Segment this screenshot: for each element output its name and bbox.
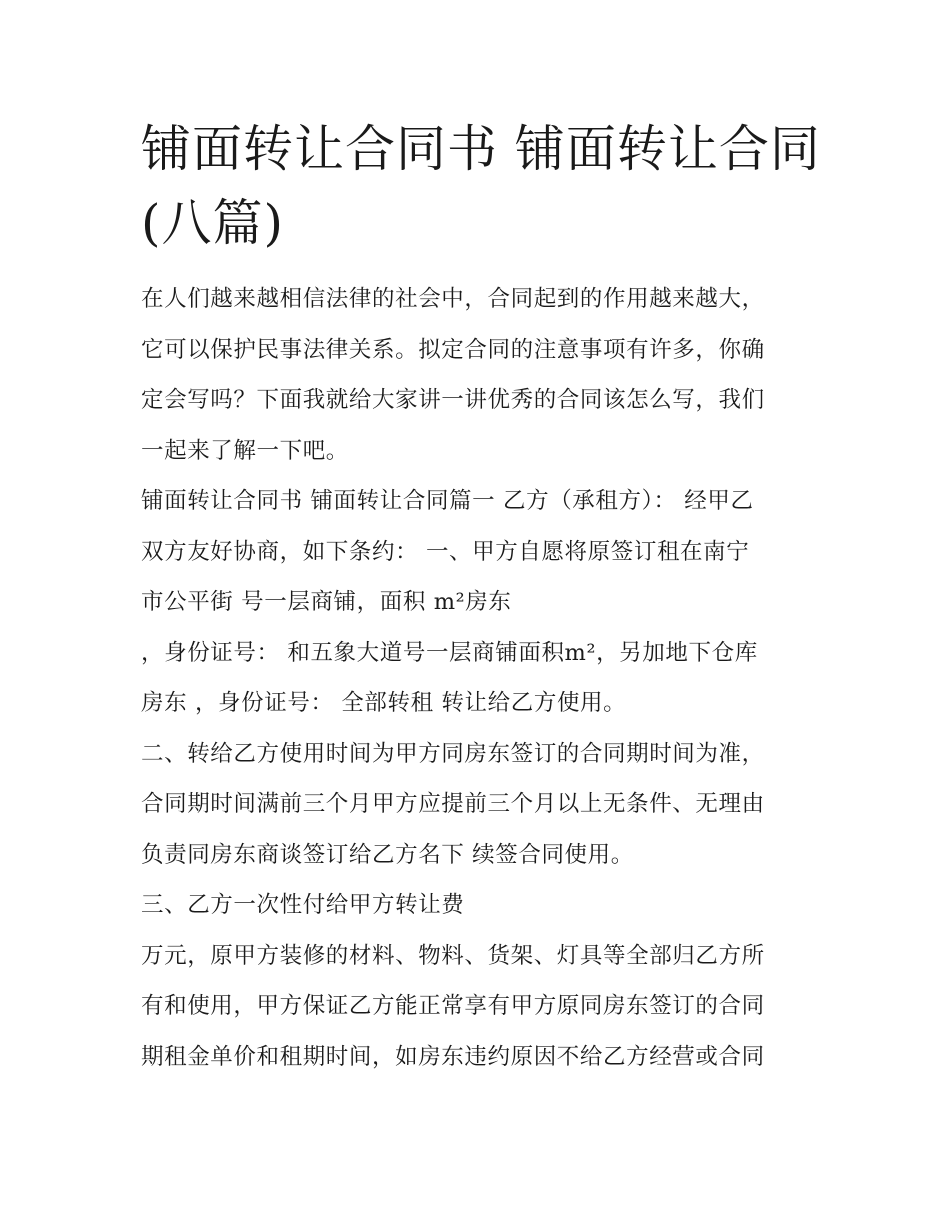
paragraph-section-1-cont [141, 628, 813, 729]
text-line: 二、转给乙方使用时间为甲方同房东签订的合同期时间为准， [141, 740, 765, 767]
text-line: 有和使用，甲方保证乙方能正常享有甲方原同房东签订的合同 [141, 993, 765, 1019]
document-title [141, 112, 821, 260]
title-line-1: 铺面转让合同书 铺面转让合同 [141, 120, 821, 178]
text-line: 市公平街 号一层商铺，面积 m²房东 [141, 589, 512, 615]
paragraph-section-3-cont [141, 931, 813, 1083]
paragraph-section-1 [141, 476, 813, 628]
paragraph-intro [141, 274, 813, 476]
text-line: 合同期时间满前三个月甲方应提前三个月以上无条件、无理由 [141, 791, 765, 817]
text-line: 一起来了解一下吧。 [141, 437, 349, 464]
text-line: 铺面转让合同书 铺面转让合同篇一 乙方（承租方）： 经甲乙 [141, 488, 754, 514]
paragraph-section-3 [141, 880, 813, 931]
text-line: 负责同房东商谈签订给乙方名下 续签合同使用。 [141, 841, 634, 868]
text-line: ，身份证号： 和五象大道号一层商铺面积m²，另加地下仓库 [141, 639, 758, 666]
text-line: 定会写吗？下面我就给大家讲一讲优秀的合同该怎么写，我们 [141, 387, 765, 413]
text-line: 万元，原甲方装修的材料、物料、货架、灯具等全部归乙方所 [141, 942, 765, 969]
text-line: 在人们越来越相信法律的社会中，合同起到的作用越来越大， [141, 286, 765, 312]
text-line: 三、乙方一次性付给甲方转让费 [141, 892, 465, 918]
paragraph-section-2 [141, 729, 813, 881]
document-page [141, 112, 821, 1082]
text-line: 双方友好协商，如下条约： 一、甲方自愿将原签订租在南宁 [141, 538, 750, 565]
title-line-2: (八篇) [141, 194, 285, 252]
text-line: 房东 ，身份证号： 全部转租 转让给乙方使用。 [141, 690, 627, 716]
text-line: 期租金单价和租期时间，如房东违约原因不给乙方经营或合同 [141, 1043, 765, 1070]
text-line: 它可以保护民事法律关系。拟定合同的注意事项有许多，你确 [141, 336, 765, 363]
